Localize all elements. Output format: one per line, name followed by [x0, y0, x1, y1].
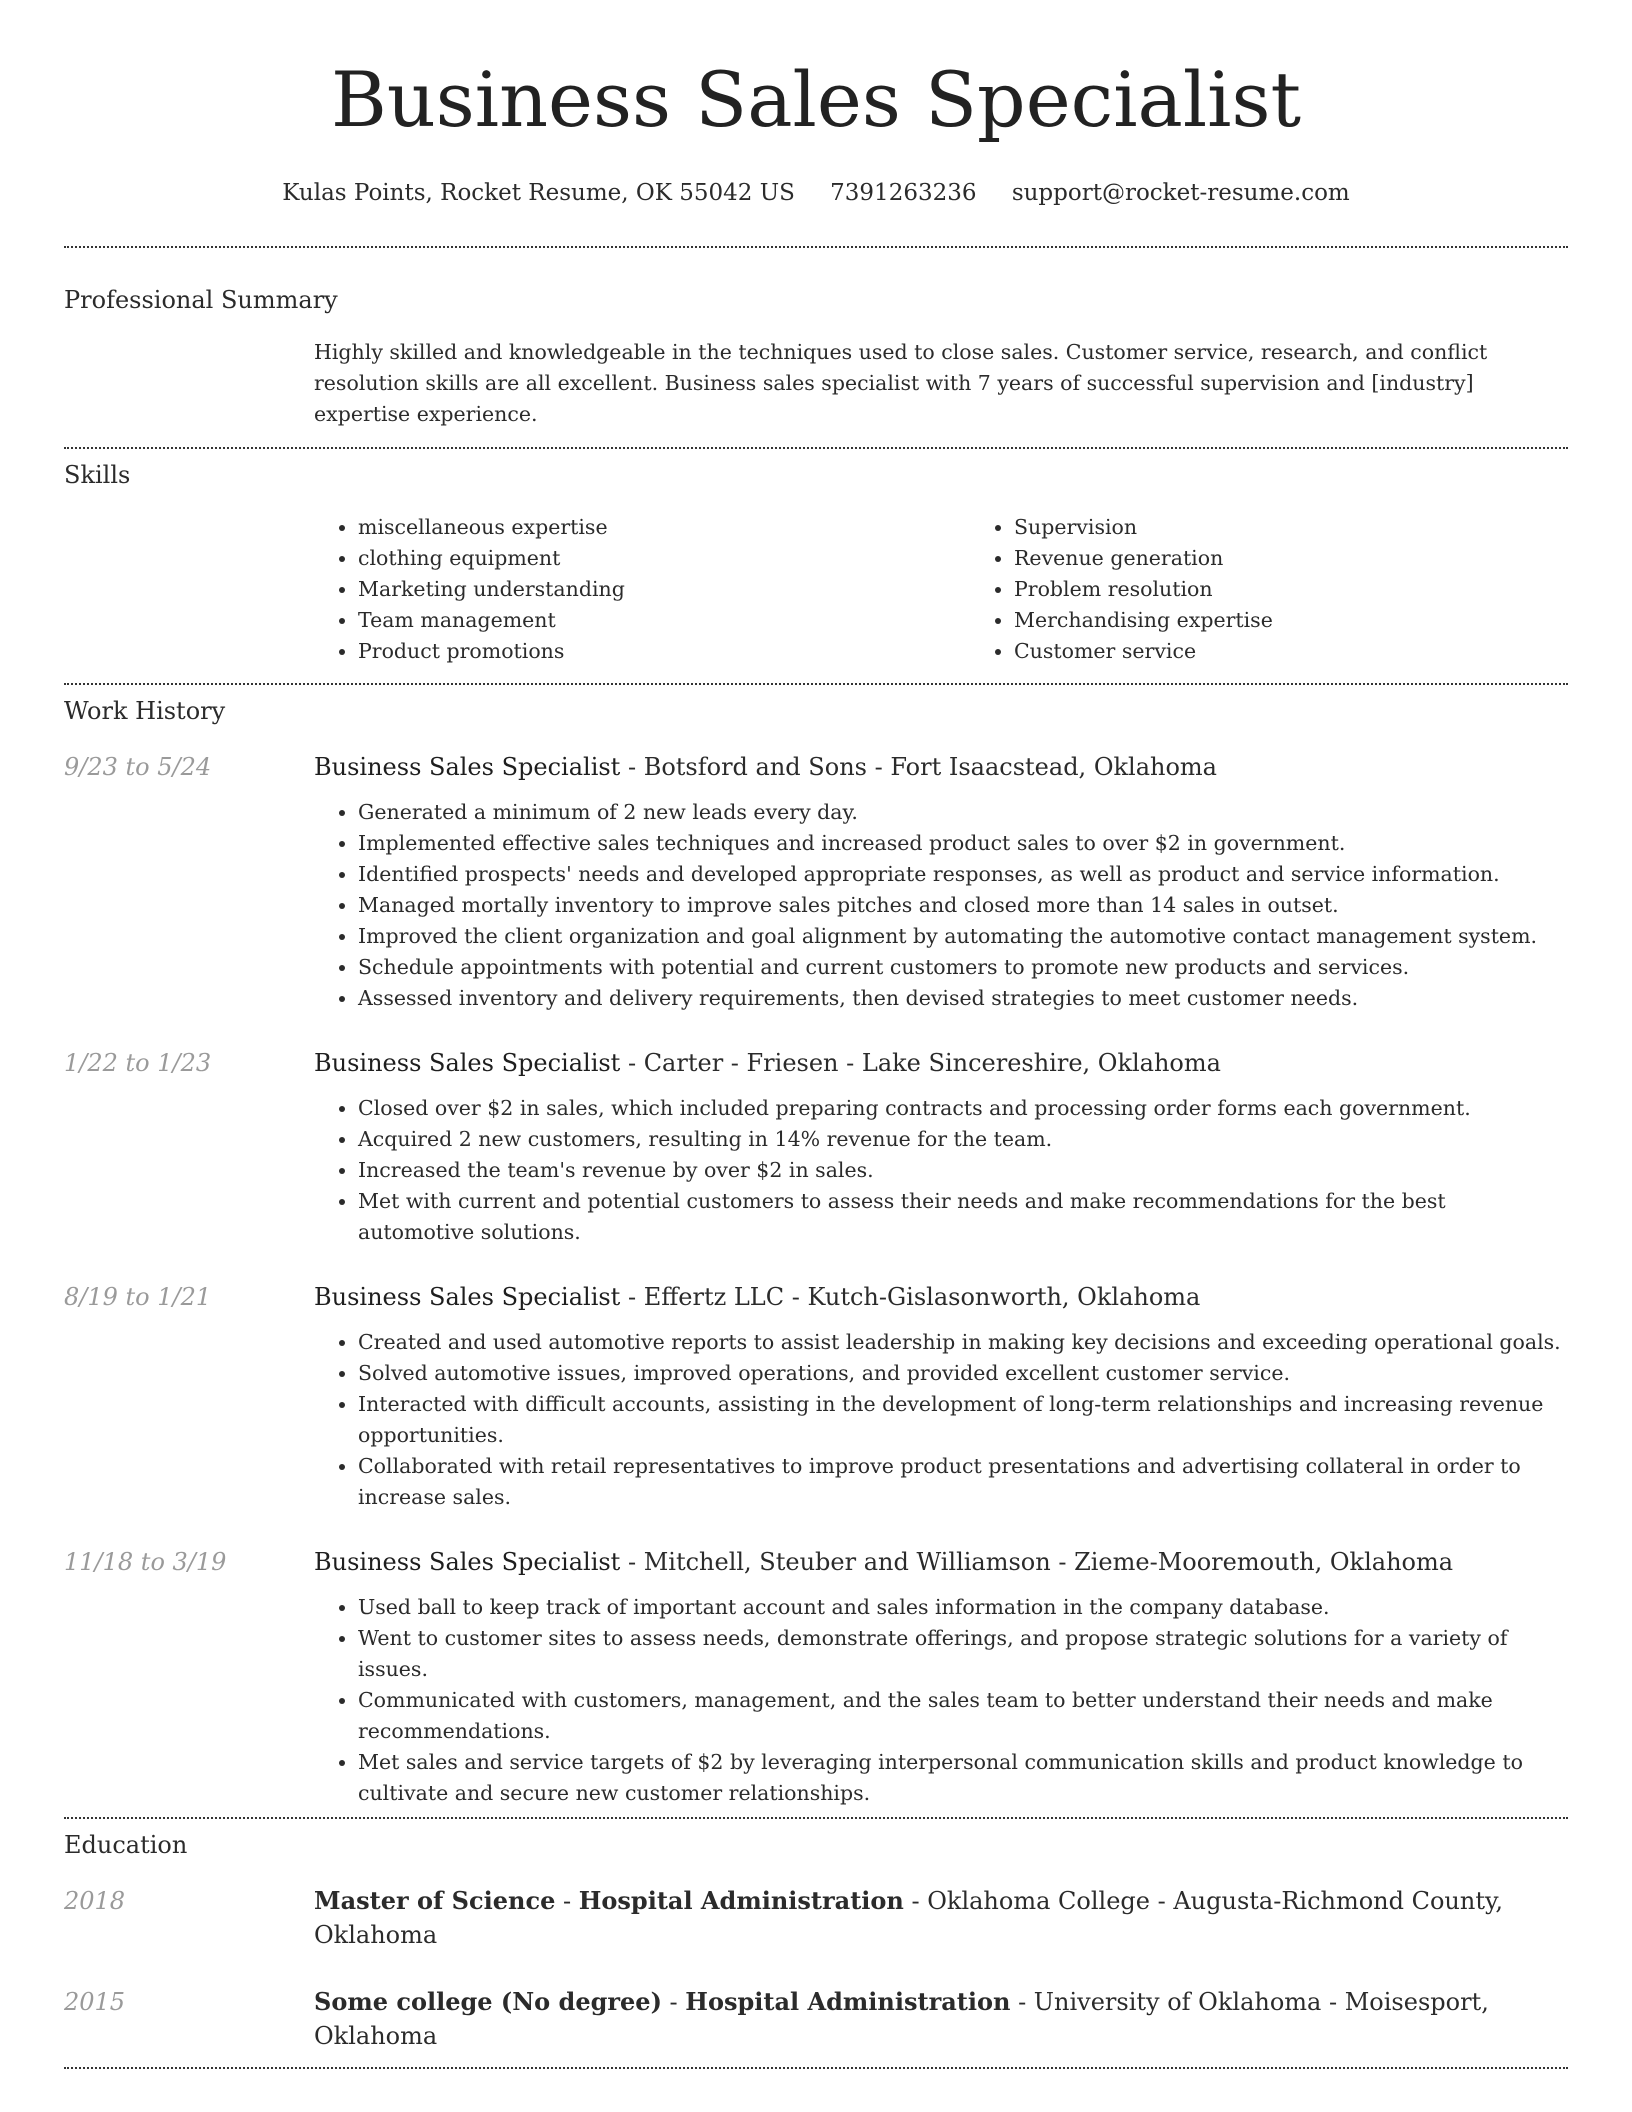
job-bullet: • Met with current and potential customers to assess their needs and make recommendations for the best automotive solutions.: [358, 1186, 1568, 1248]
education-section: [64, 1819, 1568, 2067]
job-dates: 11/18 to 3/19: [64, 1548, 227, 1576]
education-school: - Oklahoma College - Augusta-Richmond County, Oklahoma: [314, 1887, 1503, 1949]
education-entry: [64, 1985, 1568, 2053]
job-heading: [314, 1046, 1568, 1080]
job-bullets: [314, 797, 1568, 1014]
education-field: Hospital Administration: [685, 1987, 1011, 2016]
job-company: - Effertz LLC - Kutch-Gislasonworth, Oklahoma: [620, 1283, 1201, 1311]
job-title: Business Sales Specialist: [314, 1283, 621, 1311]
job-title: Business Sales Specialist: [314, 1049, 621, 1077]
job-dates: 8/19 to 1/21: [64, 1283, 212, 1311]
skill-item: • Merchandising expertise: [1014, 605, 1568, 636]
job-entry: [64, 1046, 1568, 1248]
skills-list-left: [314, 512, 970, 667]
job-bullet: • Communicated with customers, management, and the sales team to better understand their needs and make recommendations.: [358, 1685, 1568, 1747]
job-bullet: • Met sales and service targets of $2 by leveraging interpersonal communication skills and product knowledge to cultivate and secure new customer relationships.: [358, 1747, 1568, 1809]
education-entry: [64, 1884, 1568, 1952]
section-title-education: Education: [64, 1831, 188, 1859]
job-bullet: • Collaborated with retail representatives to improve product presentations and advertising collateral in order to increase sales.: [358, 1451, 1568, 1513]
job-bullet: • Used ball to keep track of important account and sales information in the company database.: [358, 1592, 1568, 1623]
job-bullet: • Acquired 2 new customers, resulting in 14% revenue for the team.: [358, 1124, 1568, 1155]
education-separator: -: [555, 1887, 579, 1915]
skill-item: • Revenue generation: [1014, 543, 1568, 574]
skills-section: [64, 449, 1568, 683]
job-bullet: • Generated a minimum of 2 new leads every day.: [358, 797, 1568, 828]
education-heading: [314, 1884, 1568, 1952]
section-title-summary: Professional Summary: [64, 286, 338, 314]
job-entry: [64, 750, 1568, 1014]
skill-item: • Supervision: [1014, 512, 1568, 543]
job-company: - Botsford and Sons - Fort Isaacstead, Oklahoma: [620, 753, 1217, 781]
job-entry: [64, 1545, 1568, 1809]
job-bullet: • Closed over $2 in sales, which included preparing contracts and processing order forms each government.: [358, 1093, 1568, 1124]
job-title: Business Sales Specialist: [314, 1548, 621, 1576]
contact-line: [64, 178, 1568, 208]
job-bullet: • Assessed inventory and delivery requirements, then devised strategies to meet customer needs.: [358, 983, 1568, 1014]
job-company: - Mitchell, Steuber and Williamson - Zieme-Mooremouth, Oklahoma: [620, 1548, 1454, 1576]
job-company: - Carter - Friesen - Lake Sincereshire, Oklahoma: [620, 1049, 1221, 1077]
education-degree: Some college (No degree): [314, 1987, 662, 2016]
job-dates: 9/23 to 5/24: [64, 753, 212, 781]
job-bullets: [314, 1327, 1568, 1513]
divider: [64, 2067, 1568, 2069]
job-bullet: • Interacted with difficult accounts, assisting in the development of long-term relationships and increasing revenue opportunities.: [358, 1389, 1568, 1451]
job-bullet: • Created and used automotive reports to assist leadership in making key decisions and exceeding operational goals.: [358, 1327, 1568, 1358]
job-bullet: • Solved automotive issues, improved operations, and provided excellent customer service.: [358, 1358, 1568, 1389]
job-bullet: • Identified prospects' needs and developed appropriate responses, as well as product and service information.: [358, 859, 1568, 890]
work-section: [64, 685, 1568, 1817]
job-title: Business Sales Specialist: [314, 753, 621, 781]
education-degree: Master of Science: [314, 1886, 556, 1915]
section-title-skills: Skills: [64, 461, 131, 489]
job-heading: [314, 750, 1568, 784]
job-heading: [314, 1280, 1568, 1314]
job-bullet: • Schedule appointments with potential and current customers to promote new products and services.: [358, 952, 1568, 983]
skill-item: • Problem resolution: [1014, 574, 1568, 605]
education-field: Hospital Administration: [578, 1886, 904, 1915]
job-dates: 1/22 to 1/23: [64, 1049, 212, 1077]
skill-item: • Team management: [358, 605, 970, 636]
job-bullet: • Increased the team's revenue by over $2 in sales.: [358, 1155, 1568, 1186]
education-heading: [314, 1985, 1568, 2053]
education-year: 2018: [64, 1887, 126, 1915]
contact-phone: 7391263236: [830, 180, 977, 206]
job-bullets: [314, 1592, 1568, 1809]
skill-item: • Marketing understanding: [358, 574, 970, 605]
summary-text: Highly skilled and knowledgeable in the techniques used to close sales. Customer service, research, and conflict resolution skills are all excellent. Business sales specialist with 7 years of successful supervision and [industry] expertise experience.: [314, 340, 1488, 426]
job-bullet: • Improved the client organization and goal alignment by automating the automotive contact management system.: [358, 921, 1568, 952]
job-bullet: • Went to customer sites to assess needs, demonstrate offerings, and propose strategic solutions for a variety of issues.: [358, 1623, 1568, 1685]
skills-list-right: [970, 512, 1568, 667]
skill-item: • miscellaneous expertise: [358, 512, 970, 543]
summary-section: [64, 248, 1568, 447]
skill-item: • clothing equipment: [358, 543, 970, 574]
job-entry: [64, 1280, 1568, 1513]
resume-name: Business Sales Specialist: [330, 55, 1302, 144]
job-bullets: [314, 1093, 1568, 1248]
job-bullet: • Implemented effective sales techniques and increased product sales to over $2 in government.: [358, 828, 1568, 859]
education-school: - University of Oklahoma - Moisesport, Oklahoma: [314, 1988, 1489, 2050]
job-bullet: • Managed mortally inventory to improve sales pitches and closed more than 14 sales in outset.: [358, 890, 1568, 921]
skill-item: • Product promotions: [358, 636, 970, 667]
section-title-work: Work History: [64, 697, 226, 725]
education-year: 2015: [64, 1988, 126, 2016]
contact-email: support@rocket-resume.com: [1011, 180, 1350, 206]
education-separator: -: [661, 1988, 686, 2016]
job-heading: [314, 1545, 1568, 1579]
skill-item: • Customer service: [1014, 636, 1568, 667]
contact-address: Kulas Points, Rocket Resume, OK 55042 US: [282, 180, 795, 206]
